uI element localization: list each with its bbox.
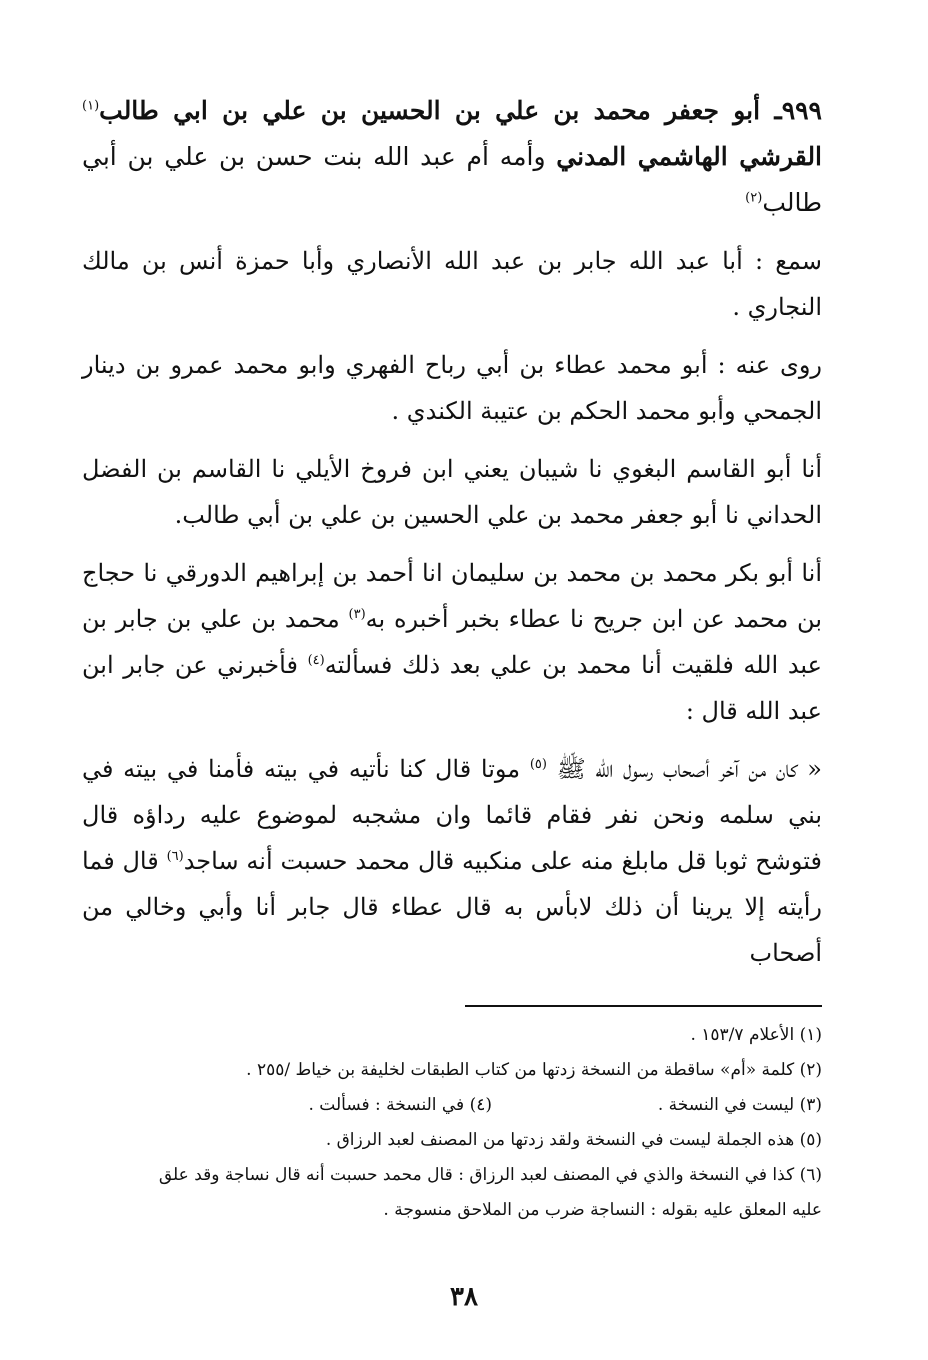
narrated-by-paragraph: روى عنه : أبو محمد عطاء بن أبي رباح الفهري وابو محمد عمرو بن دينار الجمحي وأبو محمد الحكم بن عتيبة الكندي . <box>82 351 822 425</box>
footnote-6-line-1: (٦) كذا في النسخة والذي في المصنف لعبد الرزاق : قال محمد حسبت أنه قال نساجة وقد علق <box>158 1165 822 1185</box>
chain-2-text-c: فأخبرني عن جابر ابن عبد الله قال : <box>82 651 822 725</box>
main-text <box>82 88 822 976</box>
footnotes <box>82 1018 822 1228</box>
footnote-ref-2: (٢) <box>745 190 763 206</box>
footnote-4: (٤) في النسخة : فسألت . <box>308 1095 492 1115</box>
footnote-ref-4: (٤) <box>307 653 325 668</box>
footnote-3: (٣) ليست في النسخة . <box>657 1095 822 1115</box>
chain-2-text-a: أنا أبو بكر محمد بن محمد بن سليمان انا أحمد بن إبراهيم الدورقي نا حجاج بن محمد عن ابن جريح نا عطاء بخبر أخبره به <box>82 559 822 633</box>
chain-2-text-b: محمد بن علي بن جابر بن عبد الله فلقيت أنا محمد بن علي بعد ذلك فسألته <box>82 605 822 679</box>
quote-text-c: قال فما رأيته إلا يرينا أن ذلك لابأس به قال عطاء قال جابر أنا وأبي وخالي من أصحاب <box>82 847 822 967</box>
footnote-ref-3: (٣) <box>348 607 366 622</box>
quote-text-a: « كان من آخر أصحاب رسول الله ﷺ <box>556 755 822 783</box>
footnote-1: (١) الأعلام ١٥٣/٧ . <box>690 1025 822 1045</box>
entry-heading <box>82 88 822 226</box>
quote-paragraph <box>82 746 822 976</box>
footnote-ref-6: (٦) <box>166 849 184 864</box>
chain-paragraph-2 <box>82 550 822 734</box>
page-number: ٣٨ <box>450 1282 478 1312</box>
footnote-row-3-4 <box>82 1088 822 1123</box>
chain-paragraph-1: أنا أبو القاسم البغوي نا شيبان يعني ابن فروخ الأيلي نا القاسم بن الفضل الحداني نا أبو جعفر محمد بن علي الحسين بن علي بن أبي طالب. <box>82 455 822 529</box>
entry-nisba: القرشي الهاشمي المدني <box>556 142 823 171</box>
footnote-divider <box>465 1005 822 1007</box>
footnote-ref-5: (٥) <box>529 757 547 772</box>
footnote-2: (٢) كلمة «أم» ساقطة من النسخة زدتها من كتاب الطبقات لخليفة بن خياط /٢٥٥ . <box>246 1060 822 1080</box>
heard-from-paragraph: سمع : أبا عبد الله جابر بن عبد الله الأنصاري وأبا حمزة أنس بن مالك النجاري . <box>82 247 822 321</box>
entry-mother: وأمه أم عبد الله بنت حسن بن علي بن أبي طالب <box>82 142 822 217</box>
entry-title: ٩٩٩ـ أبو جعفر محمد بن علي بن الحسين بن علي بن ابي طالب <box>99 96 822 125</box>
footnote-ref-1: (١) <box>82 98 100 114</box>
footnote-5: (٥) هذه الجملة ليست في النسخة ولقد زدتها من المصنف لعبد الرزاق . <box>325 1130 822 1150</box>
quote-text-b: موتا قال كنا نأتيه في بيته فأمنا في بيته في بني سلمه ونحن نفر فقام قائما وان مشجبه لموضوع عليه رداؤه قال فتوشح ثوبا قل مابلغ منه على منكبيه قال محمد حسبت أنه ساجد <box>82 755 822 875</box>
footnote-6-line-2: عليه المعلق عليه بقوله : النساجة ضرب من الملاحق منسوجة . <box>383 1200 822 1220</box>
